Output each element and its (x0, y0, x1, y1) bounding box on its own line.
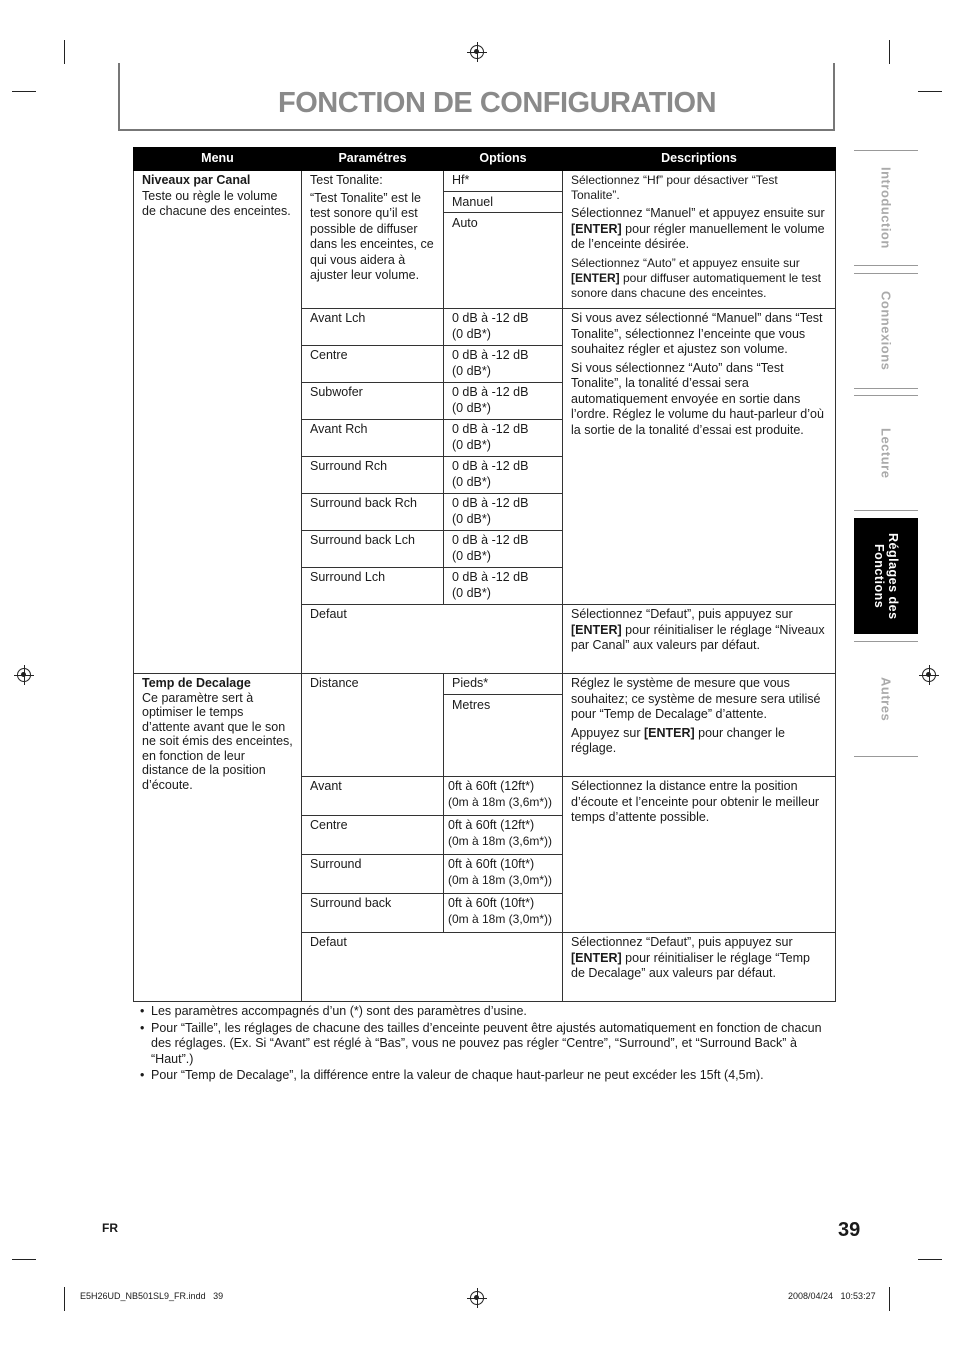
param-cell: Surround back (302, 894, 444, 933)
title-frame (118, 63, 835, 131)
note-item: • Pour “Temp de Decalage”, la différence entre la valeur de chaque haut-parleur ne peut excéder les 15ft (4,5m). (140, 1068, 830, 1084)
menu-desc: Ce paramètre sert à optimiser le temps d’attente avant que le son ne soit émis des enceintes, en fonction de leur distance de la position d’écoute. (142, 690, 293, 792)
side-tab-label: Lecture (878, 427, 894, 479)
param-cell (302, 171, 444, 309)
desc-cell (563, 171, 836, 309)
header-params: Paramétres (302, 148, 444, 171)
side-tab-autres[interactable] (854, 641, 918, 757)
options-cell: 0ft à 60ft (10ft*) (0m à 18m (3,0m*)) (444, 855, 563, 894)
side-tab-label: Introduction (878, 167, 894, 249)
notes-list (140, 1004, 830, 1085)
option-item: Hf* (444, 173, 562, 192)
header-options: Options (444, 148, 563, 171)
option-item: Metres (452, 697, 491, 712)
side-tab-connexions[interactable] (854, 273, 918, 389)
param-cell: Avant Lch (302, 309, 444, 346)
registration-mark-icon (17, 668, 31, 682)
registration-mark-icon (922, 668, 936, 682)
param-cell: Surround back Lch (302, 531, 444, 568)
options-cell: 0 dB à -12 dB (0 dB*) (444, 568, 563, 605)
footer-date: 2008/04/24 10:53:27 (788, 1291, 876, 1301)
table-header-row (134, 148, 836, 171)
side-tab-label: Réglages des Fonctions (872, 532, 900, 620)
options-cell: 0ft à 60ft (12ft*) (0m à 18m (3,6m*)) (444, 816, 563, 855)
option-item: Manuel (444, 192, 562, 214)
header-desc: Descriptions (563, 148, 836, 171)
param-cell: Centre (302, 346, 444, 383)
page-title: FONCTION DE CONFIGURATION (278, 87, 717, 119)
param-desc: “Test Tonalite” est le test sonore qu’il est possible de diffuser dans les enceintes, ce qui vous aidera à ajuster leur volume. (310, 190, 434, 282)
options-cell: 0 dB à -12 dB (0 dB*) (444, 420, 563, 457)
param-cell: Defaut (302, 605, 563, 674)
param-cell: Surround back Rch (302, 494, 444, 531)
desc-text: Si vous avez sélectionné “Manuel” dans “Test Tonalite”, sélectionnez l’enceinte que vous souhaitez régler et ajustez son volume. (571, 311, 823, 356)
options-cell (444, 171, 563, 309)
menu-desc: Teste ou règle le volume de chacune des enceintes. (142, 188, 291, 218)
options-cell: 0 dB à -12 dB (0 dB*) (444, 309, 563, 346)
param-title: Test Tonalite: (310, 173, 383, 187)
side-tab-label: Autres (878, 676, 894, 722)
note-item: • Les paramètres accompagnés d’un (*) sont des paramètres d’usine. (140, 1004, 830, 1020)
param-cell: Defaut (302, 933, 563, 1002)
options-cell: 0 dB à -12 dB (0 dB*) (444, 346, 563, 383)
options-cell: 0 dB à -12 dB (0 dB*) (444, 494, 563, 531)
param-cell: Avant (302, 777, 444, 816)
desc-cell: Sélectionnez la distance entre la position d’écoute et l’enceinte pour obtenir le meilleur temps d’attente possible. (563, 777, 836, 933)
desc-text: Sélectionnez “Manuel” et appuyez ensuite sur [ENTER] pour régler manuellement le volume de l’enceinte désirée. (571, 206, 825, 251)
options-cell: 0 dB à -12 dB (0 dB*) (444, 531, 563, 568)
param-cell: Avant Rch (302, 420, 444, 457)
option-item: Auto (452, 216, 478, 230)
param-cell: Distance (302, 674, 444, 777)
menu-title: Niveaux par Canal (142, 173, 251, 187)
param-cell: Centre (302, 816, 444, 855)
registration-mark-icon (470, 1291, 484, 1305)
crop-mark (64, 40, 65, 64)
options-cell (444, 674, 563, 777)
desc-text: Si vous sélectionnez “Auto” dans “Test Tonalite”, la tonalité d’essai sera automatiquement envoyée en sortie dans l’ordre. Réglez le volume du haut-parleur d’où la sortie de la tonalité d’essai est produite. (571, 360, 824, 437)
desc-cell: Sélectionnez “Defaut”, puis appuyez sur [ENTER] pour réinitialiser le réglage “Temp de Decalage” aux valeurs par défaut. (563, 933, 836, 1002)
param-cell: Surround Rch (302, 457, 444, 494)
table-row (134, 674, 836, 777)
desc-cell (563, 674, 836, 777)
crop-mark (12, 1259, 36, 1260)
side-tab-introduction[interactable] (854, 150, 918, 266)
crop-mark (12, 91, 36, 92)
options-cell: 0ft à 60ft (10ft*) (0m à 18m (3,0m*)) (444, 894, 563, 933)
side-tab-lecture[interactable] (854, 395, 918, 511)
menu-cell-decalage (134, 674, 302, 1002)
menu-cell-niveaux (134, 171, 302, 674)
options-cell: 0ft à 60ft (12ft*) (0m à 18m (3,6m*)) (444, 777, 563, 816)
footer-file: E5H26UD_NB501SL9_FR.indd 39 (80, 1291, 224, 1301)
crop-mark (64, 1287, 65, 1311)
language-label: FR (102, 1221, 118, 1235)
crop-mark (918, 1259, 942, 1260)
registration-mark-icon (470, 45, 484, 59)
param-cell: Subwofer (302, 383, 444, 420)
desc-text: Appuyez sur [ENTER] pour changer le réglage. (571, 725, 786, 755)
desc-text: Sélectionnez “Auto” et appuyez ensuite sur [ENTER] pour diffuser automatiquement le test sonore dans chacune des enceintes. (571, 255, 821, 300)
side-tab-label: Connexions (878, 291, 894, 371)
crop-mark (889, 1287, 890, 1311)
crop-mark (918, 91, 942, 92)
option-item: Pieds* (444, 676, 562, 695)
note-item: • Pour “Taille”, les réglages de chacune des tailles d’enceinte peuvent être ajustés automatiquement en fonction de chacun des réglages. (Ex. Si “Avant” est réglé à “Bas”, vous ne pouvez pas régler “Centre”, “Surround”, et “Surround Back” à “Haut”.) (140, 1021, 830, 1068)
options-cell: 0 dB à -12 dB (0 dB*) (444, 457, 563, 494)
options-cell: 0 dB à -12 dB (0 dB*) (444, 383, 563, 420)
config-table (133, 147, 836, 1002)
desc-text: Réglez le système de mesure que vous souhaitez; ce système de mesure sera utilisé pour “Temp de Decalage” d’attente. (571, 676, 821, 721)
table-row (134, 171, 836, 309)
page-number: 39 (838, 1219, 861, 1241)
side-tab-reglages[interactable] (854, 518, 918, 634)
desc-text: Sélectionnez “Hf” pour désactiver “Test Tonalite”. (571, 173, 778, 202)
header-menu: Menu (134, 148, 302, 171)
menu-title: Temp de Decalage (142, 676, 251, 690)
desc-cell: Sélectionnez “Defaut”, puis appuyez sur [ENTER] pour réinitialiser le réglage “Niveaux par Canal” aux valeurs par défaut. (563, 605, 836, 674)
param-cell: Surround Lch (302, 568, 444, 605)
crop-mark (889, 40, 890, 64)
param-cell: Surround (302, 855, 444, 894)
desc-cell (563, 309, 836, 605)
